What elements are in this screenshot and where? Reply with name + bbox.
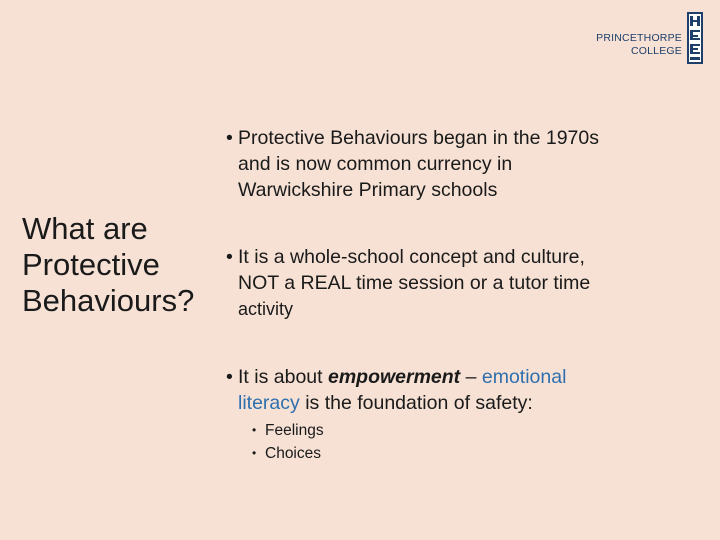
empowerment-emphasis: empowerment: [327, 366, 461, 388]
bullet-marker: •: [226, 127, 233, 149]
bullet-marker: •: [226, 246, 233, 268]
title-line-3: Behaviours?: [22, 283, 195, 318]
bullet-concept: [226, 244, 708, 322]
sub-bullet-feelings: [252, 419, 324, 442]
sub-bullet-list: [252, 419, 324, 465]
logo-line-1: PRINCETHORPE: [596, 32, 682, 44]
bullet-history: [226, 125, 708, 203]
bullet-3-pre: It is about: [238, 366, 328, 388]
bullet-2-line-3: activity: [238, 299, 294, 319]
bullet-3-line-1: [238, 364, 708, 390]
bullet-empowerment: [226, 364, 708, 416]
logo-line-2: COLLEGE: [630, 45, 682, 57]
bullet-2-line-2: NOT a REAL time session or a tutor time: [238, 272, 591, 294]
sub-bullet-marker: •: [252, 423, 257, 437]
bullet-1-line-3: Warwickshire Primary schools: [238, 179, 498, 201]
sub-bullet-choices: [252, 442, 324, 465]
bullet-3-post: is the foundation of safety:: [299, 392, 533, 414]
logo-text: [596, 32, 682, 58]
bullet-1-line-1: Protective Behaviours began in the 1970s: [238, 127, 599, 149]
bullet-1-line-2: and is now common currency in: [238, 153, 513, 175]
sub-bullet-marker: •: [252, 446, 257, 460]
bullet-3-dash: –: [460, 366, 482, 388]
sub-bullet-label: Choices: [265, 445, 321, 462]
emotional-highlight: emotional: [481, 366, 567, 388]
literacy-highlight: literacy: [238, 392, 300, 414]
bullet-3-line-2: [238, 390, 708, 416]
college-crest-icon: [687, 12, 703, 64]
title-line-1: What are: [22, 211, 148, 246]
bullet-marker: •: [226, 366, 233, 388]
title-line-2: Protective: [22, 247, 160, 282]
slide-title: [22, 211, 194, 319]
sub-bullet-label: Feelings: [265, 422, 324, 439]
bullet-2-line-1: It is a whole-school concept and culture,: [238, 246, 585, 268]
